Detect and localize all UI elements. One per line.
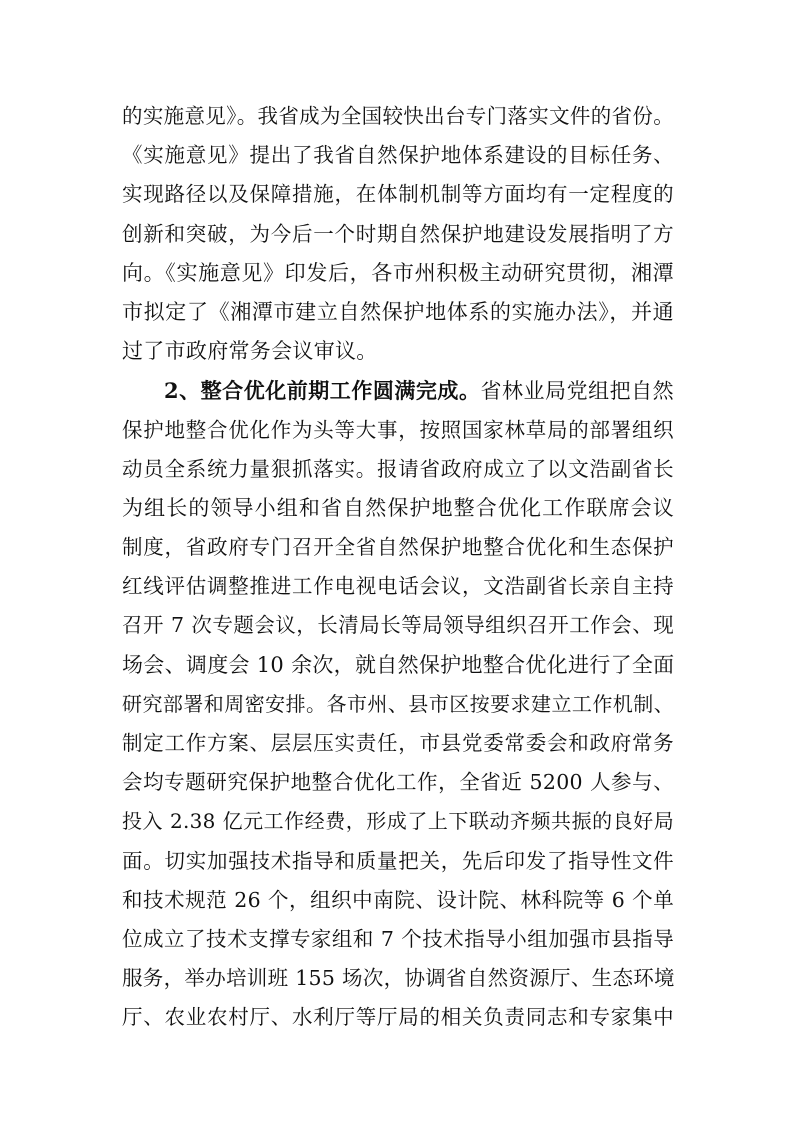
text-line: 市拟定了《湘潭市建立自然保护地体系的实施办法》，并通 — [122, 299, 674, 324]
paragraph-implementation-opinions — [122, 97, 674, 371]
text-line: 位成立了技术支撑专家组和 7 个技术指导小组加强市县指导 — [122, 926, 674, 951]
text-line: 服务，举办培训班 155 场次，协调省自然资源厅、生态环境 — [122, 966, 675, 991]
text-line: 场会、调度会 10 余次，就自然保护地整合优化进行了全面 — [122, 652, 675, 677]
text-line: 动员全系统力量狠抓落实。报请省政府成立了以文浩副省长 — [122, 456, 674, 481]
text-line: 向。《实施意见》印发后，各市州积极主动研究贯彻，湘潭 — [122, 260, 674, 285]
text-line: 红线评估调整推进工作电视电话会议，文浩副省长亲自主持 — [122, 574, 674, 599]
text-line: 召开 7 次专题会议，长清局长等局领导组织召开工作会、现 — [122, 613, 674, 638]
text-line: 《实施意见》提出了我省自然保护地体系建设的目标任务、 — [122, 143, 674, 168]
text-line: 制定工作方案、层层压实责任，市县党委常委会和政府常务 — [122, 731, 674, 755]
text-line: 制度，省政府专门召开全省自然保护地整合优化和生态保护 — [122, 535, 674, 560]
text-line: 的实施意见》。我省成为全国较快出台专门落实文件的省份。 — [122, 104, 674, 128]
text-line: 过了市政府常务会议审议。 — [122, 339, 378, 364]
text-line: 投入 2.38 亿元工作经费，形成了上下联动齐频共振的良好局 — [122, 809, 674, 834]
text-line: 实现路径以及保障措施，在体制机制等方面均有一定程度的 — [122, 182, 674, 207]
paragraph-integration-optimization — [122, 371, 674, 1037]
paragraph-first-line — [122, 371, 674, 410]
section-heading: 2、整合优化前期工作圆满完成。 — [164, 378, 481, 404]
text-line: 厅、农业农村厅、水利厅等厅局的相关负责同志和专家集中 — [122, 1005, 674, 1030]
text-line: 研究部署和周密安排。各市州、县市区按要求建立工作机制、 — [122, 691, 674, 716]
text-line: 创新和突破，为今后一个时期自然保护地建设发展指明了方 — [122, 221, 674, 246]
text-line: 面。切实加强技术指导和质量把关，先后印发了指导性文件 — [122, 848, 674, 873]
text-line: 和技术规范 26 个，组织中南院、设计院、林科院等 6 个单 — [122, 887, 674, 912]
document-body — [122, 97, 674, 1038]
heading-line-text: 省林业局党组把自然 — [480, 379, 674, 404]
text-line: 为组长的领导小组和省自然保护地整合优化工作联席会议 — [122, 495, 674, 520]
text-line: 会均专题研究保护地整合优化工作，全省近 5200 人参与、 — [122, 770, 674, 795]
text-line: 保护地整合优化作为头等大事，按照国家林草局的部署组织 — [122, 417, 674, 442]
